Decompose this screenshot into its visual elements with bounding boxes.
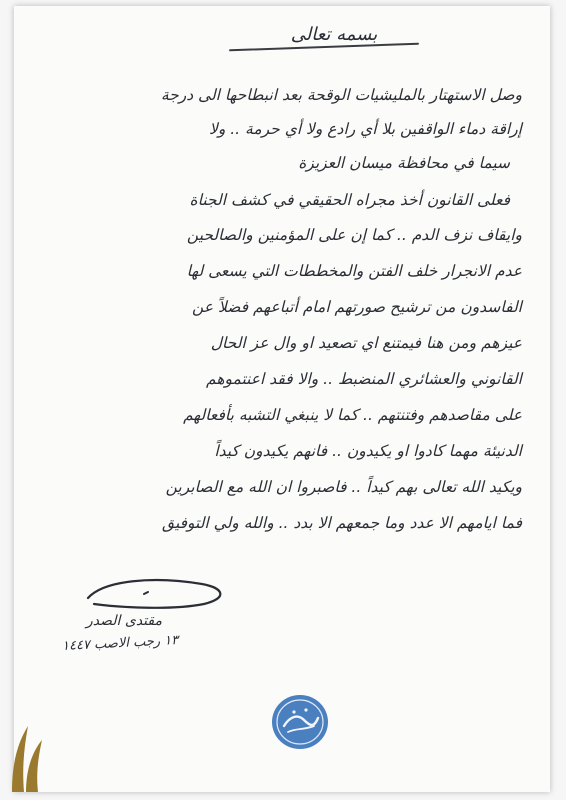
signature-name: مقتدى الصدر — [86, 613, 162, 629]
official-seal — [270, 692, 330, 752]
body-line-1: وصل الاستهتار بالمليشيات الوقحة بعد انبطاحها الى درجة — [160, 86, 522, 104]
body-line-10: على مقاصدهم وفتنتهم .. كما لا ينبغي التشبه بأفعالهم — [183, 406, 522, 424]
body-line-4: فعلى القانون أخذ مجراه الحقيقي في كشف الجناة — [189, 191, 510, 209]
body-line-12: ويكيد الله تعالى بهم كيداً .. فاصبروا ان الله مع الصابرين — [165, 478, 522, 496]
body-line-7: الفاسدون من ترشيح صورتهم امام أتباعهم فضلاً عن — [192, 298, 522, 316]
body-line-9: القانوني والعشائري المنضبط .. والا فقد اعنتموهم — [206, 370, 522, 388]
signature-date: ١٣ رجب الاصب ١٤٤٧ — [61, 632, 179, 655]
body-line-6: عدم الانجرار خلف الفتن والمخططات التي يسعى لها — [186, 262, 522, 280]
body-line-11: الدنيئة مهما كادوا او يكيدون .. فانهم يكيدون كيداً — [214, 442, 522, 460]
basmala-heading: بسمه تعالى — [290, 24, 378, 45]
body-line-5: وايقاف نزف الدم .. كما إن على المؤمنين والصالحين — [186, 226, 522, 244]
letter-page — [14, 6, 550, 792]
body-line-2: إراقة دماء الواقفين بلا أي رادع ولا أي حرمة .. ولا — [208, 120, 522, 138]
body-line-13: فما ايامهم الا عدد وما جمعهم الا بدد .. والله ولي التوفيق — [162, 514, 522, 532]
signature-scribble — [84, 574, 234, 614]
body-line-3: سيما في محافظة ميسان العزيزة — [298, 154, 510, 172]
news-agency-logo — [6, 722, 46, 794]
body-line-8: عيزهم ومن هنا فيمتنع اي تصعيد او وال عز الحال — [210, 334, 522, 352]
